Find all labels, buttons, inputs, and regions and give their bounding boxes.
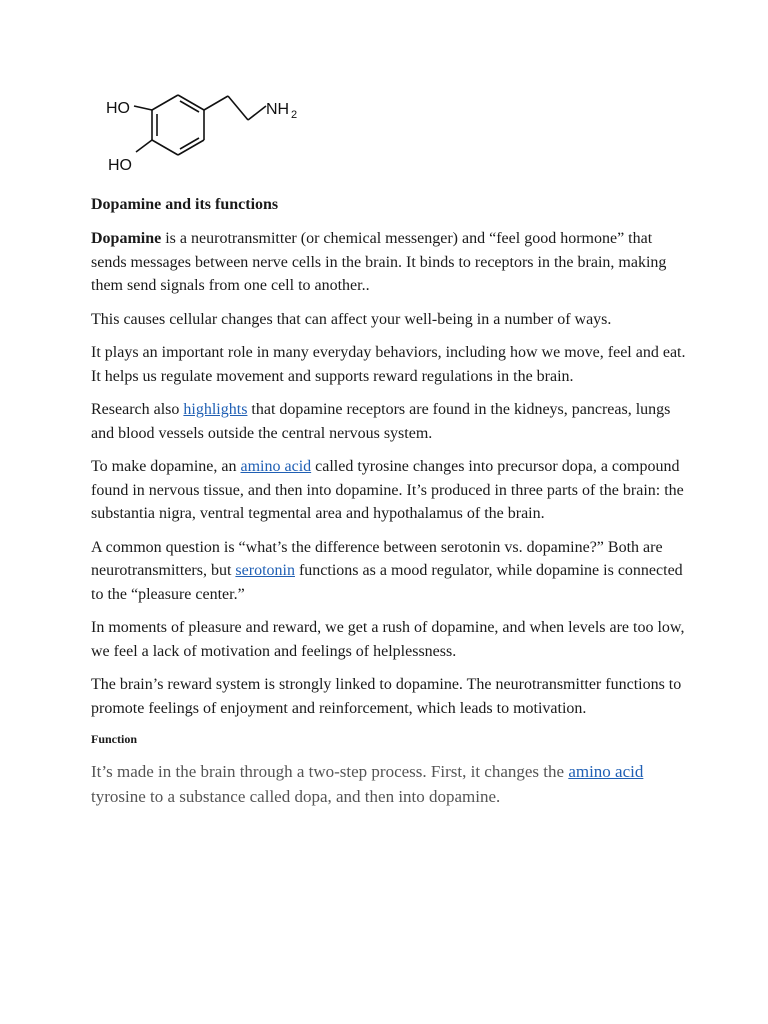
dopamine-bold-term: Dopamine — [91, 230, 162, 247]
highlights-link[interactable]: highlights — [183, 401, 248, 418]
paragraph-2: This causes cellular changes that can affect your well-being in a number of ways. — [91, 310, 612, 328]
paragraph-4-text-before: Research also — [91, 401, 184, 418]
paragraph-3: It plays an important role in many everyday behaviors, including how we move, feel and eat. It helps us regulate movement and supports reward regulations in the brain. — [91, 344, 686, 385]
paragraph-1-text: is a neurotransmitter (or chemical messenger) and “feel good hormone” that sends messages between nerve cells in the brain. It binds to receptors in the brain, making them send signals from one cell to another.. — [91, 230, 667, 294]
paragraph-1 — [91, 227, 691, 298]
paragraph-5-text-before: To make dopamine, an — [91, 458, 241, 475]
paragraph-8: The brain’s reward system is strongly linked to dopamine. The neurotransmitter functions to promote feelings of enjoyment and reinforcement, which leads to motivation. — [91, 676, 682, 717]
paragraph-6-text-before: A common question is “what’s the difference between serotonin vs. dopamine?” Both are neurotransmitters, but — [91, 538, 663, 579]
dopamine-structure-diagram — [100, 86, 320, 186]
paragraph-5-text-after: called tyrosine changes into precursor dopa, a compound found in nervous tissue, and then into dopamine. It’s produced in three parts of the brain: the substantia nigra, ventral tegmental area and hypothalamus of the brain. — [91, 458, 684, 522]
paragraph-9 — [91, 760, 691, 809]
paragraph-4 — [91, 398, 691, 445]
article-body — [91, 193, 691, 819]
function-heading: Function — [91, 732, 138, 746]
amine-subscript: 2 — [291, 109, 298, 121]
paragraph-6-text-after: functions as a mood regulator, while dopamine is connected to the “pleasure center.” — [91, 562, 683, 603]
paragraph-9-text-after: tyrosine to a substance called dopa, and then into dopamine. — [91, 786, 501, 806]
paragraph-7: In moments of pleasure and reward, we get a rush of dopamine, and when levels are too low, we feel a lack of motivation and feelings of helplessness. — [91, 619, 685, 660]
paragraph-9-text-before: It’s made in the brain through a two-step process. First, it changes the — [91, 762, 569, 781]
hydroxyl-top-label: HO — [106, 100, 130, 117]
paragraph-6 — [91, 536, 691, 607]
paragraph-4-text-after: that dopamine receptors are found in the kidneys, pancreas, lungs and blood vessels outside the central nervous system. — [91, 401, 671, 442]
amino-acid-link[interactable]: amino acid — [240, 458, 312, 475]
hydroxyl-bottom-label: HO — [108, 157, 132, 174]
serotonin-link[interactable]: serotonin — [235, 562, 295, 579]
page-title: Dopamine and its functions — [91, 196, 279, 213]
amino-acid-link-2[interactable]: amino acid — [568, 762, 644, 781]
paragraph-5 — [91, 455, 691, 526]
amine-label: NH — [266, 101, 290, 118]
